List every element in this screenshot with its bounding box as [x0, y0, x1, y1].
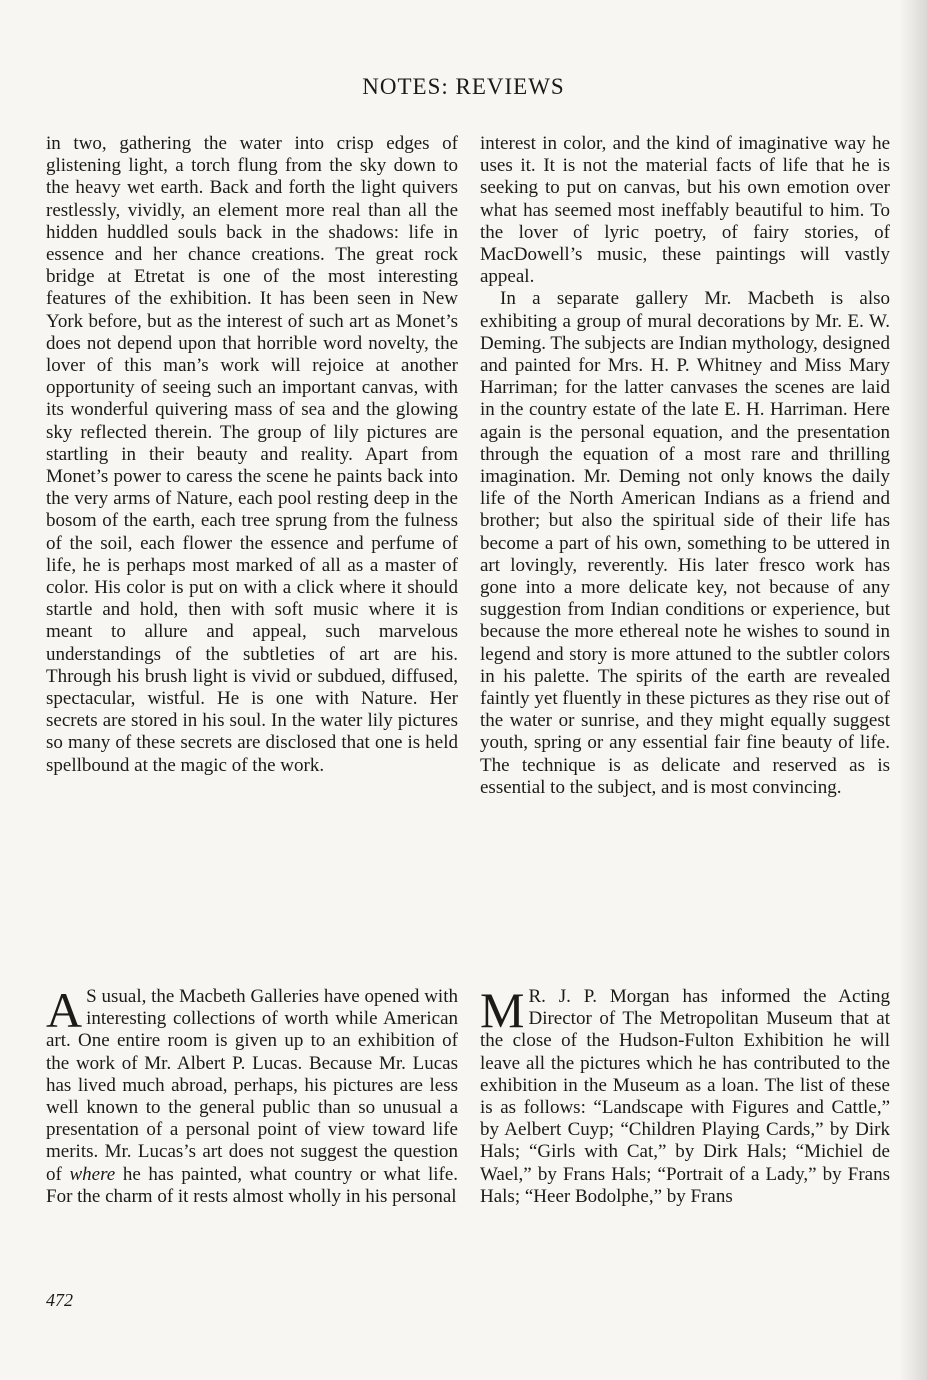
right-paragraph-1: interest in color, and the kind of imaginative way he uses it. It is not the material facts of life that he is seeking to put on canvas, but his own emotion over what has seemed most ineffably beautiful to him. To the lover of lyric poetry, of fairy stories, of MacDowell’s music, these paintings will vastly appeal. [480, 133, 890, 288]
page-edge-shadow [899, 0, 927, 1380]
macbeth-text-1: S usual, the Macbeth Galleries have opened with interesting collections of worth while American art. One entire room is given up to an exhibition of the work of Mr. Albert P. Lucas. Because Mr. Lucas has lived much abroad, perhaps, his pictures are less well known to the general public than so unusual a presentation of a personal point of view toward life merits. Mr. Lucas’s art does not suggest the question of [46, 986, 458, 1185]
macbeth-section [46, 982, 459, 1208]
macbeth-text-2: he has painted, what country or what life. For the charm of it rests almost wholly in his personal [46, 1163, 459, 1207]
dropcap-m: M [480, 982, 525, 1038]
page-number: 472 [46, 1290, 73, 1310]
morgan-section [480, 982, 890, 1208]
right-column [480, 133, 890, 799]
morgan-text: R. J. P. Morgan has informed the Acting Director of The Metropolitan Museum that at the close of the Hudson-Fulton Exhibition he will leave all the pictures which he has contributed to the exhibition in the Museum as a loan. The list of these is as follows: “Landscape with Figures and Cattle,” by Aelbert Cuyp; “Children Playing Cards,” by Dirk Hals; “Girls with Cat,” by Dirk Hals; “Michiel de Wael,” by Frans Hals; “Portrait of a Lady,” by Frans Hals; “Heer Bodolphe,” by Frans [480, 986, 890, 1207]
page-header: NOTES: REVIEWS [362, 74, 565, 99]
dropcap-a: A [46, 982, 83, 1038]
right-paragraph-2: In a separate gallery Mr. Macbeth is also exhibiting a group of mural decorations by Mr. E. W. Deming. The subjects are Indian mythology, designed and painted for Mrs. H. P. Whitney and Miss Mary Harriman; for the latter canvases the scenes are laid in the country estate of the late E. H. Harriman. Here again is the personal equation, and the presentation through the equation of a most rare and thrilling imagination. Mr. Deming not only knows the daily life of the North American Indians as a friend and brother; but also the spiritual side of their life has become a part of his own, something to be uttered in art lovingly, reverently. His later fresco work has gone into a more delicate key, not because of any suggestion from Indian conditions or experience, but because the more ethereal note he wishes to sound in legend and story is more attuned to the subtler colors in his palette. The spirits of the earth are revealed faintly yet fluently in these pictures as they rise out of the water or sunrise, and they might equally suggest youth, spring or any essential fair fine beauty of life. The technique is as delicate and reserved as is essential to the subject, and is most convincing. [480, 288, 890, 798]
left-paragraph-1: in two, gathering the water into crisp edges of glistening light, a torch flung from the sky down to the heavy wet earth. Back and forth the light quivers restlessly, vividly, an element more real than all the hidden huddled souls back in the shadows: life in essence and her chance creations. The great rock bridge at Etretat is one of the most interesting features of the exhibition. It has been seen in New York before, but as the interest of such art as Monet’s does not depend upon that horrible word novelty, the lover of this man’s work will rejoice at another opportunity of seeing such an important canvas, with its wonderful quivering mass of sea and the glowing sky reflected therein. The group of lily pictures are startling in their beauty and reality. Apart from Monet’s power to caress the scene he paints back into the very arms of Nature, each pool resting deep in the bosom of the earth, each tree sprung from the fulness of the soil, each flower the essence and perfume of life, he is perhaps most marked of all as a master of color. His color is put on with a click where it should startle and hold, then with soft music where it is meant to allure and appeal, such marvelous understandings of the subtleties of art are his. Through his brush light is vivid or subdued, diffused, spectacular, wistful. He is one with Nature. Her secrets are stored in his soul. In the water lily pictures so many of these secrets are disclosed that one is held spellbound at the magic of the work. [46, 133, 458, 776]
left-column [46, 133, 458, 777]
macbeth-emphasis: where [69, 1163, 116, 1185]
